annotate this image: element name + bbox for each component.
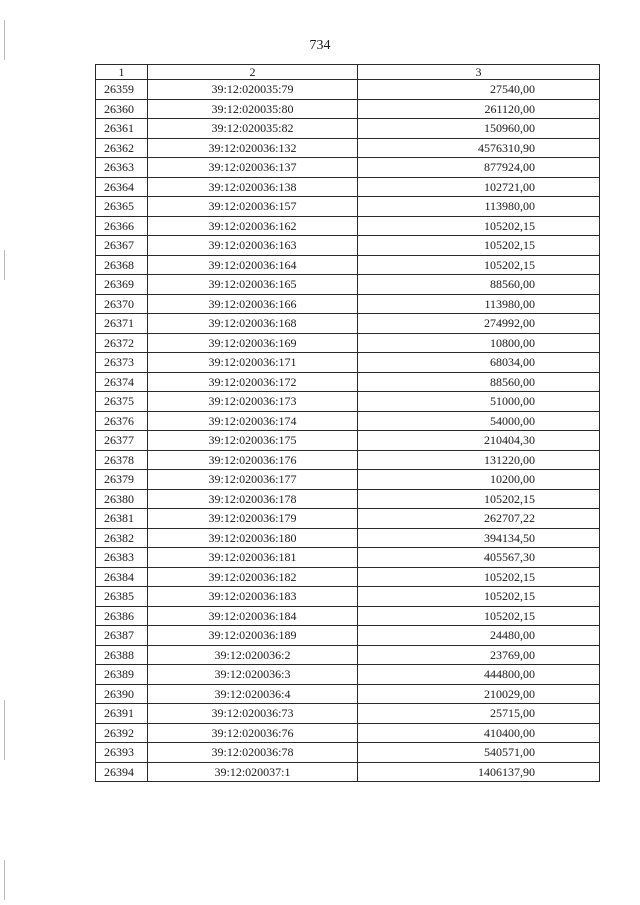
table-row: [96, 509, 600, 529]
row-number-cell: 26368: [96, 255, 148, 275]
scan-mark: [4, 700, 5, 760]
table-row: [96, 723, 600, 743]
row-number-cell: 26365: [96, 197, 148, 217]
table-row: [96, 255, 600, 275]
row-number-cell: 26374: [96, 372, 148, 392]
column-header-1: 1: [96, 65, 148, 80]
table-row: [96, 333, 600, 353]
value-cell: 105202,15: [358, 255, 600, 275]
table-row: [96, 431, 600, 451]
table-row: [96, 80, 600, 100]
cadastral-number-cell: 39:12:020036:4: [148, 684, 358, 704]
cadastral-number-cell: 39:12:020036:132: [148, 138, 358, 158]
value-cell: 105202,15: [358, 236, 600, 256]
cadastral-number-cell: 39:12:020036:182: [148, 567, 358, 587]
row-number-cell: 26375: [96, 392, 148, 412]
cadastral-number-cell: 39:12:020036:138: [148, 177, 358, 197]
table-row: [96, 99, 600, 119]
cadastral-number-cell: 39:12:020035:79: [148, 80, 358, 100]
value-cell: 105202,15: [358, 489, 600, 509]
cadastral-number-cell: 39:12:020036:184: [148, 606, 358, 626]
value-cell: 210029,00: [358, 684, 600, 704]
row-number-cell: 26390: [96, 684, 148, 704]
column-header-2: 2: [148, 65, 358, 80]
cadastral-number-cell: 39:12:020036:174: [148, 411, 358, 431]
row-number-cell: 26378: [96, 450, 148, 470]
row-number-cell: 26364: [96, 177, 148, 197]
value-cell: 24480,00: [358, 626, 600, 646]
cadastral-number-cell: 39:12:020036:2: [148, 645, 358, 665]
value-cell: 105202,15: [358, 567, 600, 587]
cadastral-number-cell: 39:12:020036:169: [148, 333, 358, 353]
value-cell: 68034,00: [358, 353, 600, 373]
table-row: [96, 587, 600, 607]
table-row: [96, 606, 600, 626]
table-row: [96, 236, 600, 256]
table-row: [96, 353, 600, 373]
cadastral-number-cell: 39:12:020036:157: [148, 197, 358, 217]
value-cell: 105202,15: [358, 606, 600, 626]
cadastral-number-cell: 39:12:020036:172: [148, 372, 358, 392]
row-number-cell: 26379: [96, 470, 148, 490]
table-row: [96, 743, 600, 763]
value-cell: 113980,00: [358, 197, 600, 217]
table-row: [96, 450, 600, 470]
row-number-cell: 26392: [96, 723, 148, 743]
table-row: [96, 411, 600, 431]
row-number-cell: 26391: [96, 704, 148, 724]
cadastral-number-cell: 39:12:020036:78: [148, 743, 358, 763]
row-number-cell: 26380: [96, 489, 148, 509]
cadastral-number-cell: 39:12:020035:82: [148, 119, 358, 139]
scan-mark: [4, 20, 5, 60]
value-cell: 274992,00: [358, 314, 600, 334]
cadastral-number-cell: 39:12:020036:162: [148, 216, 358, 236]
value-cell: 25715,00: [358, 704, 600, 724]
cadastral-number-cell: 39:12:020036:164: [148, 255, 358, 275]
table-row: [96, 216, 600, 236]
value-cell: 877924,00: [358, 158, 600, 178]
cadastral-number-cell: 39:12:020036:176: [148, 450, 358, 470]
header-row: [96, 65, 600, 80]
cadastral-number-cell: 39:12:020036:178: [148, 489, 358, 509]
row-number-cell: 26385: [96, 587, 148, 607]
value-cell: 210404,30: [358, 431, 600, 451]
cadastral-number-cell: 39:12:020036:137: [148, 158, 358, 178]
value-cell: 88560,00: [358, 372, 600, 392]
table-row: [96, 762, 600, 782]
value-cell: 27540,00: [358, 80, 600, 100]
cadastral-number-cell: 39:12:020036:173: [148, 392, 358, 412]
table-row: [96, 626, 600, 646]
row-number-cell: 26369: [96, 275, 148, 295]
page-number: 734: [309, 38, 331, 53]
scan-mark: [4, 860, 5, 900]
cadastral-number-cell: 39:12:020036:175: [148, 431, 358, 451]
table-row: [96, 275, 600, 295]
row-number-cell: 26372: [96, 333, 148, 353]
value-cell: 131220,00: [358, 450, 600, 470]
table-row: [96, 470, 600, 490]
cadastral-number-cell: 39:12:020036:76: [148, 723, 358, 743]
table-row: [96, 489, 600, 509]
table-body: [96, 80, 600, 782]
data-table: [95, 64, 600, 782]
row-number-cell: 26370: [96, 294, 148, 314]
row-number-cell: 26389: [96, 665, 148, 685]
value-cell: 88560,00: [358, 275, 600, 295]
row-number-cell: 26377: [96, 431, 148, 451]
row-number-cell: 26373: [96, 353, 148, 373]
cadastral-number-cell: 39:12:020036:177: [148, 470, 358, 490]
column-header-3: 3: [358, 65, 600, 80]
row-number-cell: 26383: [96, 548, 148, 568]
row-number-cell: 26384: [96, 567, 148, 587]
value-cell: 10800,00: [358, 333, 600, 353]
value-cell: 262707,22: [358, 509, 600, 529]
cadastral-number-cell: 39:12:020036:171: [148, 353, 358, 373]
table-row: [96, 567, 600, 587]
value-cell: 394134,50: [358, 528, 600, 548]
scan-mark: [4, 250, 5, 280]
cadastral-number-cell: 39:12:020036:166: [148, 294, 358, 314]
cadastral-number-cell: 39:12:020035:80: [148, 99, 358, 119]
cadastral-number-cell: 39:12:020036:183: [148, 587, 358, 607]
cadastral-number-cell: 39:12:020036:189: [148, 626, 358, 646]
cadastral-number-cell: 39:12:020036:163: [148, 236, 358, 256]
row-number-cell: 26359: [96, 80, 148, 100]
table-row: [96, 665, 600, 685]
row-number-cell: 26388: [96, 645, 148, 665]
row-number-cell: 26360: [96, 99, 148, 119]
value-cell: 410400,00: [358, 723, 600, 743]
value-cell: 51000,00: [358, 392, 600, 412]
value-cell: 113980,00: [358, 294, 600, 314]
row-number-cell: 26366: [96, 216, 148, 236]
value-cell: 105202,15: [358, 587, 600, 607]
value-cell: 10200,00: [358, 470, 600, 490]
value-cell: 1406137,90: [358, 762, 600, 782]
table-row: [96, 294, 600, 314]
cadastral-number-cell: 39:12:020037:1: [148, 762, 358, 782]
value-cell: 4576310,90: [358, 138, 600, 158]
cadastral-number-cell: 39:12:020036:3: [148, 665, 358, 685]
value-cell: 540571,00: [358, 743, 600, 763]
value-cell: 405567,30: [358, 548, 600, 568]
table-row: [96, 119, 600, 139]
row-number-cell: 26376: [96, 411, 148, 431]
cadastral-number-cell: 39:12:020036:179: [148, 509, 358, 529]
table-row: [96, 372, 600, 392]
cadastral-number-cell: 39:12:020036:73: [148, 704, 358, 724]
table-header: [96, 65, 600, 80]
row-number-cell: 26386: [96, 606, 148, 626]
table-row: [96, 645, 600, 665]
cadastral-number-cell: 39:12:020036:180: [148, 528, 358, 548]
row-number-cell: 26381: [96, 509, 148, 529]
row-number-cell: 26382: [96, 528, 148, 548]
row-number-cell: 26367: [96, 236, 148, 256]
row-number-cell: 26393: [96, 743, 148, 763]
cadastral-number-cell: 39:12:020036:168: [148, 314, 358, 334]
value-cell: 444800,00: [358, 665, 600, 685]
cadastral-number-cell: 39:12:020036:181: [148, 548, 358, 568]
table-row: [96, 138, 600, 158]
value-cell: 150960,00: [358, 119, 600, 139]
table-row: [96, 197, 600, 217]
row-number-cell: 26363: [96, 158, 148, 178]
table-row: [96, 684, 600, 704]
value-cell: 54000,00: [358, 411, 600, 431]
row-number-cell: 26362: [96, 138, 148, 158]
table-row: [96, 528, 600, 548]
table-row: [96, 314, 600, 334]
row-number-cell: 26361: [96, 119, 148, 139]
table-row: [96, 548, 600, 568]
table-row: [96, 392, 600, 412]
value-cell: 102721,00: [358, 177, 600, 197]
value-cell: 23769,00: [358, 645, 600, 665]
row-number-cell: 26387: [96, 626, 148, 646]
table-row: [96, 177, 600, 197]
table-row: [96, 704, 600, 724]
row-number-cell: 26394: [96, 762, 148, 782]
table-row: [96, 158, 600, 178]
row-number-cell: 26371: [96, 314, 148, 334]
value-cell: 261120,00: [358, 99, 600, 119]
cadastral-number-cell: 39:12:020036:165: [148, 275, 358, 295]
value-cell: 105202,15: [358, 216, 600, 236]
